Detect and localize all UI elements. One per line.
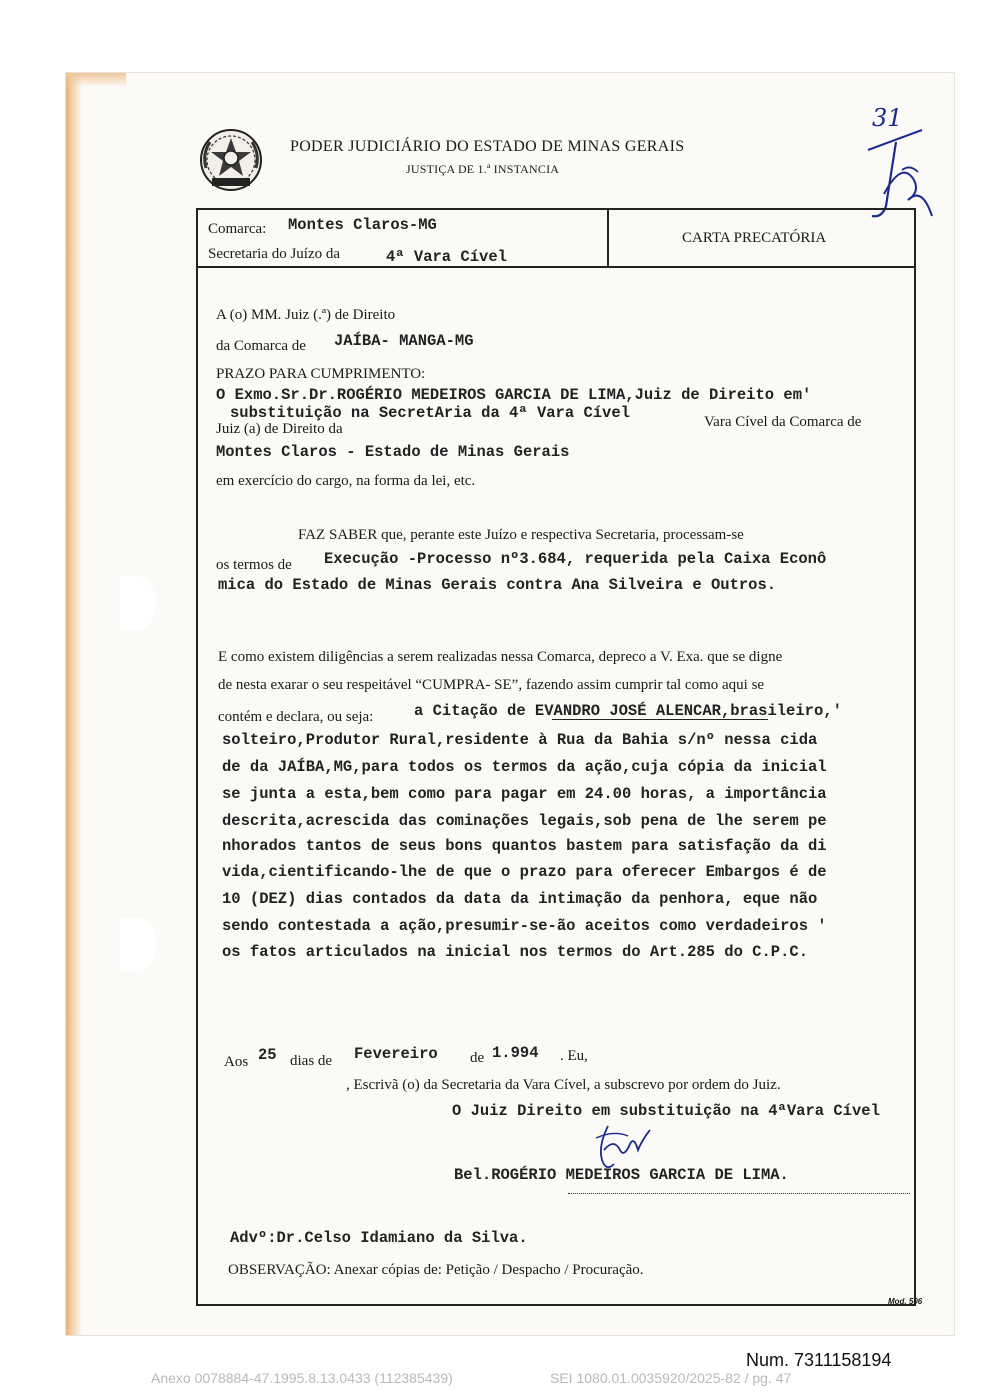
secretaria-label: Secretaria do Juízo da — [208, 246, 341, 262]
paper-stain — [66, 73, 82, 1335]
observation-line: OBSERVAÇÃO: Anexar cópias de: Petição / Despacho / Procuração. — [228, 1262, 644, 1278]
diligencias-line-2: de nesta exarar o seu respeitável “CUMPRA- SE”, fazendo assim cumprir tal como aqui se — [218, 677, 765, 693]
judge-label: Juiz (a) de Direito da — [216, 421, 343, 437]
termos-label: os termos de — [216, 557, 292, 573]
secretaria-value: 4ª Vara Cível — [386, 248, 507, 266]
comarca-label: Comarca: — [208, 221, 267, 237]
citation-line: vida,cientificando-lhe de que o prazo para oferecer Embargos é de — [222, 863, 827, 881]
sei-reference: SEI 1080.01.0035920/2025-82 / pg. 47 — [550, 1370, 792, 1386]
deadline-label: PRAZO PARA CUMPRIMENTO: — [216, 366, 426, 382]
citation-line: de da JAÍBA,MG,para todos os termos da ação,cuja cópia da inicial — [222, 758, 827, 776]
handwritten-page-number: 31 — [872, 104, 903, 132]
judge-name-typed: O Exmo.Sr.Dr.ROGÉRIO MEDEIROS GARCIA DE LIMA,Juiz de Direito em' — [216, 386, 812, 404]
punch-hole — [120, 918, 156, 972]
addressee-line: A (o) MM. Juiz (.ª) de Direito — [216, 307, 396, 323]
form-column-divider — [607, 210, 609, 267]
year-value: 1.994 — [492, 1044, 539, 1062]
lawyer-line: Advº:Dr.Celso Idamiano da Silva. — [230, 1229, 528, 1247]
addressee-comarca-value: JAÍBA- MANGA-MG — [334, 332, 474, 350]
punch-hole — [120, 576, 156, 630]
contem-label: contém e declara, ou seja: — [218, 709, 374, 725]
annex-reference: Anexo 0078884-47.1995.8.13.0433 (112385439) — [151, 1370, 453, 1386]
exercise-line: em exercício do cargo, na forma da lei, etc. — [216, 473, 476, 489]
process-typed-2: mica do Estado de Minas Gerais contra Ana Silveira e Outros. — [218, 576, 777, 594]
citation-line: a Citação de EVANDRO JOSÉ ALENCAR,brasileiro,' — [414, 702, 842, 720]
addressee-comarca-label: da Comarca de — [216, 338, 306, 354]
court-title: PODER JUDICIÁRIO DO ESTADO DE MINAS GERAIS — [290, 138, 685, 155]
paper-stain-top — [66, 73, 126, 87]
faz-saber-line: FAZ SABER que, perante este Juízo e respectiva Secretaria, processam-se — [298, 527, 744, 543]
month-value: Fevereiro — [354, 1045, 438, 1063]
comarca-value: Montes Claros-MG — [288, 216, 437, 234]
dias-de-label: dias de — [290, 1053, 333, 1069]
judge-comarca-typed: Montes Claros - Estado de Minas Gerais — [216, 443, 570, 461]
process-typed-1: Execução -Processo nº3.684, requerida pela Caixa Econô — [324, 550, 827, 568]
signatory-name: Bel.ROGÉRIO MEDEIROS GARCIA DE LIMA. — [454, 1166, 789, 1184]
document-type: CARTA PRECATÓRIA — [682, 230, 827, 246]
citation-line: 10 (DEZ) dias contados da data da intimação da penhora, eque não — [222, 890, 818, 908]
coat-of-arms-icon — [196, 128, 266, 194]
citation-line: os fatos articulados na inicial nos termos do Art.285 do C.P.C. — [222, 943, 808, 961]
aos-label: Aos — [224, 1054, 249, 1070]
citation-line: solteiro,Produtor Rural,residente à Rua da Bahia s/nº nessa cida — [222, 731, 818, 749]
citation-line: sendo contestada a ação,presumir-se-ão aceitos como verdadeiros ' — [222, 917, 827, 935]
diligencias-line-1: E como existem diligências a serem realizadas nessa Comarca, depreco a V. Exa. que se digne — [218, 649, 783, 665]
eu-label: . Eu, — [560, 1048, 588, 1064]
name-underline — [552, 719, 768, 720]
citation-line: se junta a esta,bem como para pagar em 24.00 horas, a importância — [222, 785, 827, 803]
vara-label: Vara Cível da Comarca de — [704, 414, 862, 430]
judge-substitution-typed: substituição na SecretAria da 4ª Vara Cível — [230, 404, 630, 422]
citation-line: descrita,acrescida das cominações legais,sob pena de lhe serem pe — [222, 812, 827, 830]
document-number: Num. 7311158194 — [746, 1350, 892, 1370]
signature-line — [568, 1193, 910, 1194]
judge-substitution-line: O Juiz Direito em substituição na 4ªVara Cível — [452, 1102, 880, 1120]
escriva-line: , Escrivã (o) da Secretaria da Vara Cível, a subscrevo por ordem do Juiz. — [346, 1077, 781, 1093]
court-subtitle: JUSTIÇA DE 1.ª INSTANCIA — [406, 162, 560, 176]
form-model-number: Mod. 506 — [888, 1297, 923, 1306]
day-value: 25 — [258, 1046, 277, 1064]
de-label: de — [470, 1050, 485, 1066]
form-divider — [196, 266, 916, 268]
citation-line: nhorados tantos de seus bons quantos bastem para satisfação da di — [222, 837, 827, 855]
